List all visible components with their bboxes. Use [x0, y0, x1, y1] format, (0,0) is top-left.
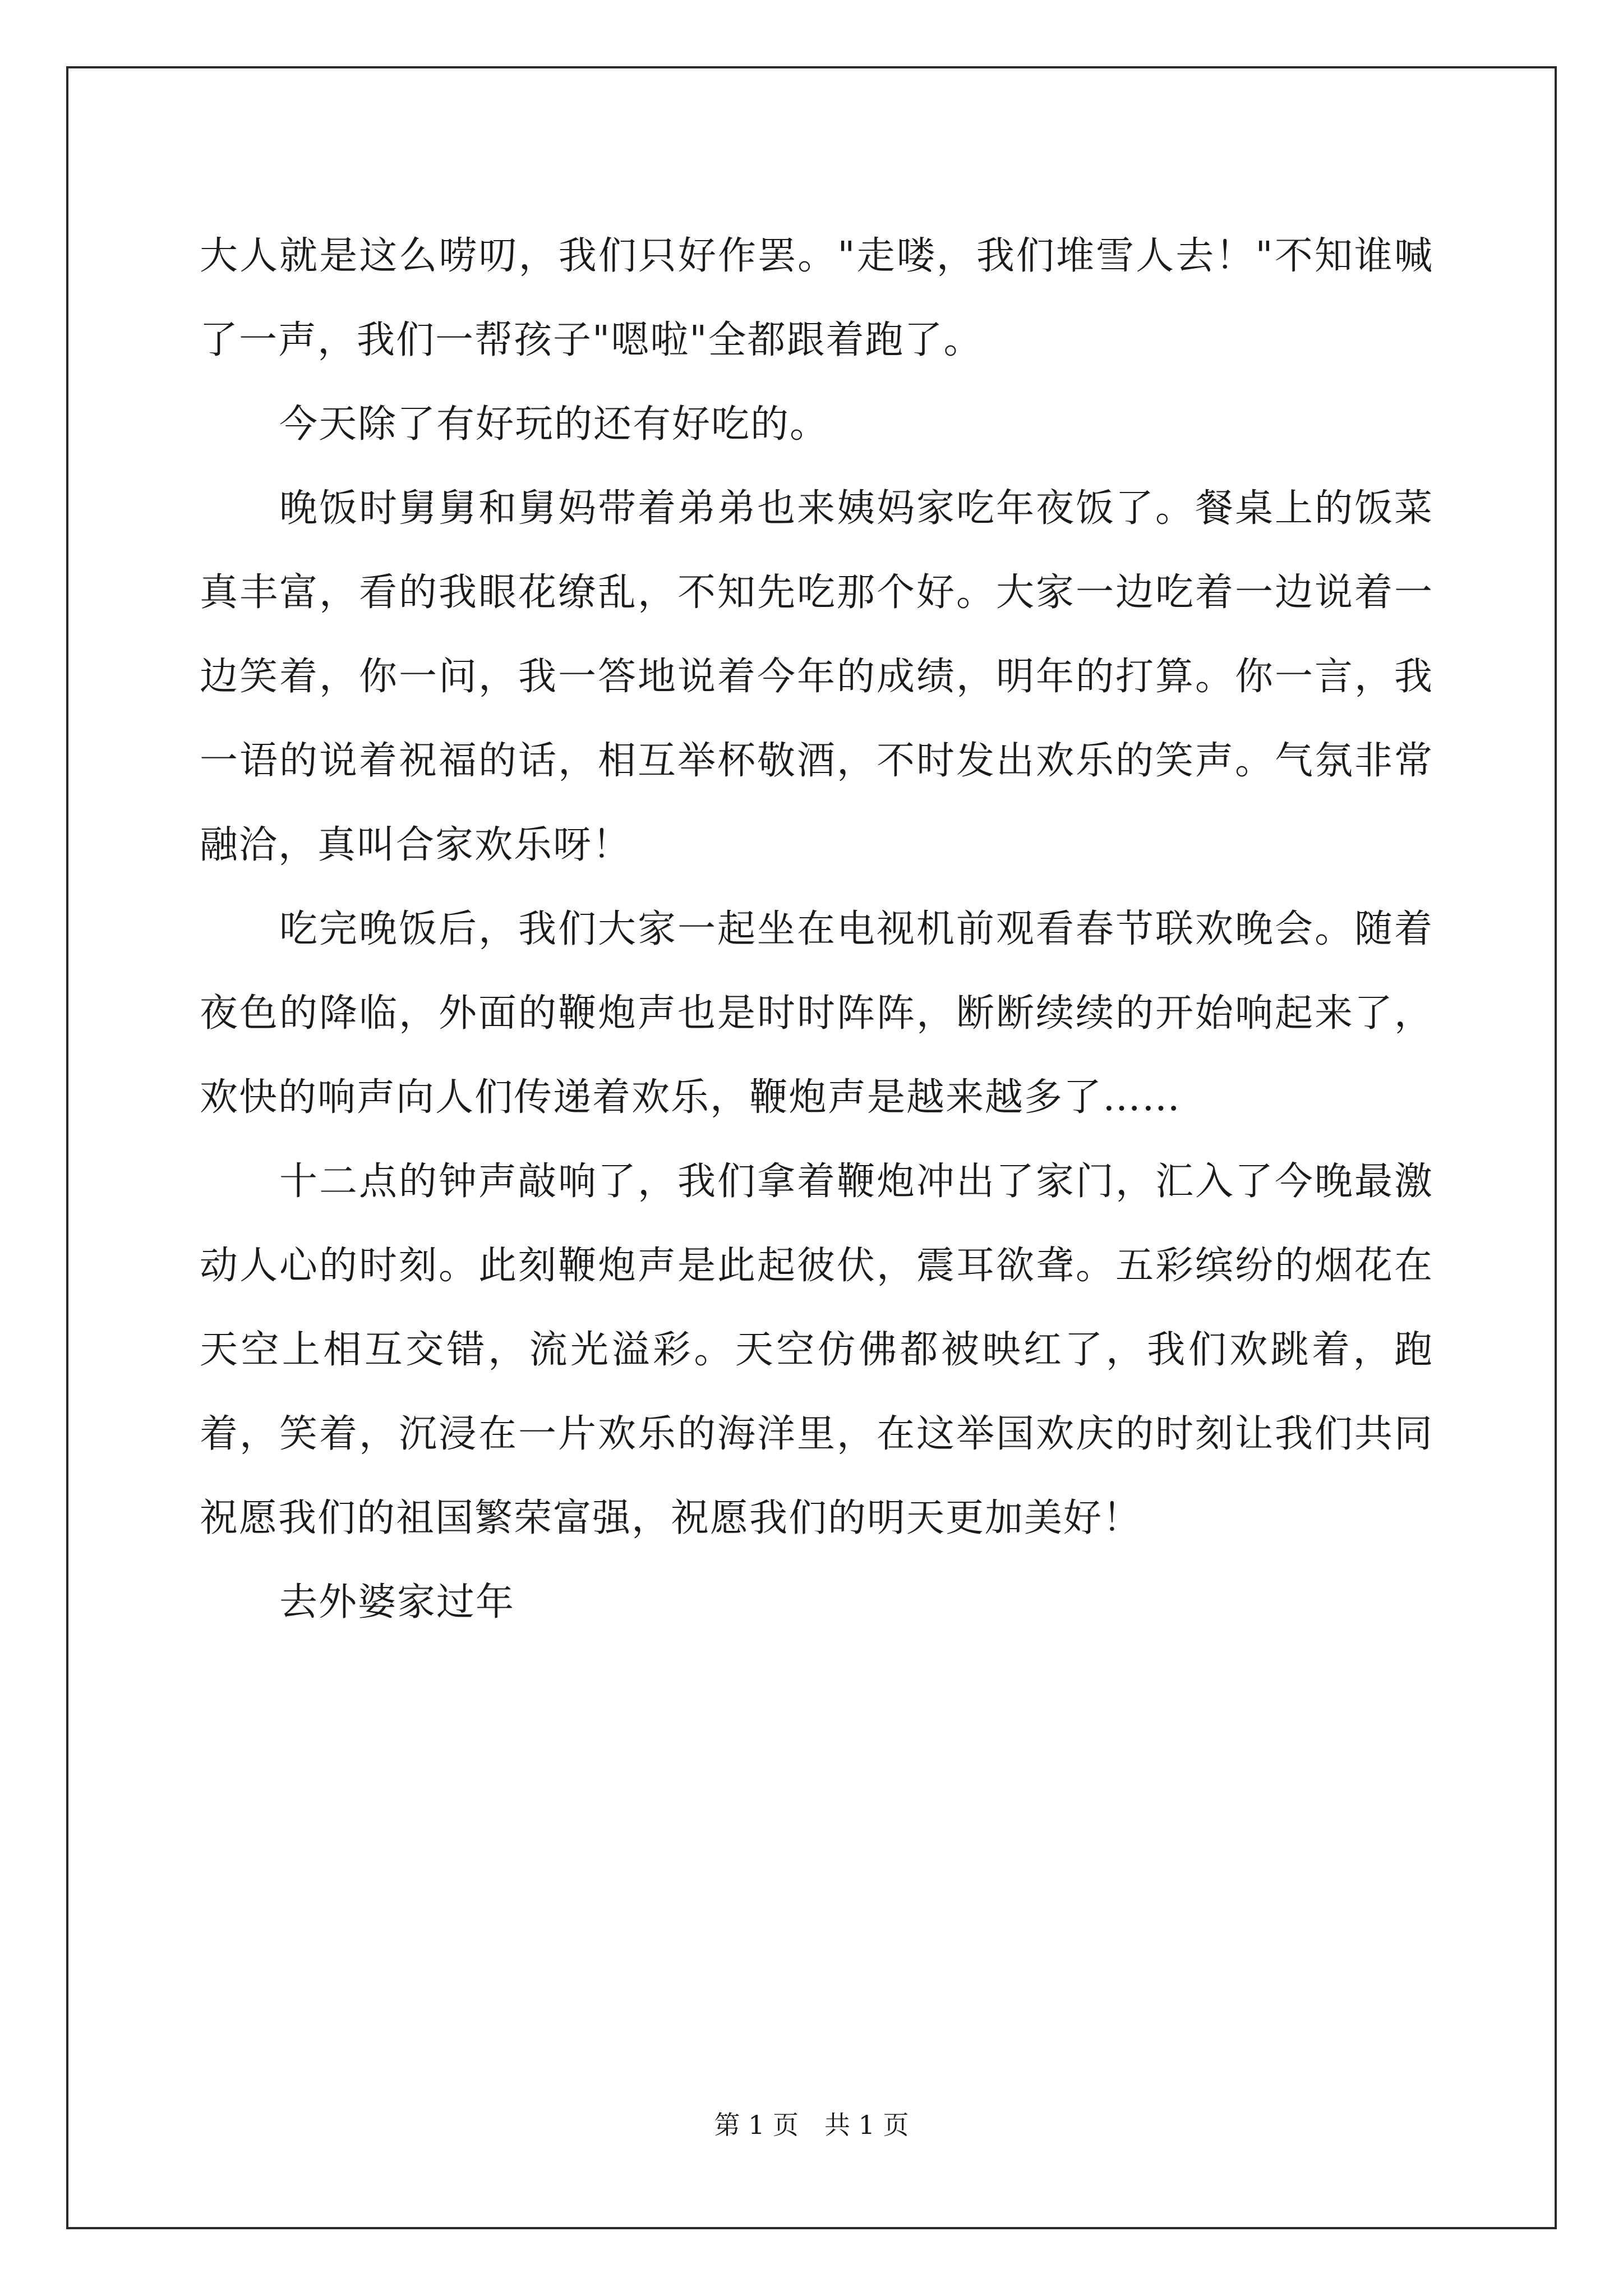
paragraph-2: 今天除了有好玩的还有好吃的。 [279, 402, 829, 447]
paragraph-5: 十二点的钟声敲响了，我们拿着鞭炮冲出了家门，汇入了今晚最激动人心的时刻。此刻鞭炮声是此起彼伏，震耳欲聋。五彩缤纷的烟花在天空上相互交错，流光溢彩。天空仿佛都被映红了，我们欢跳着，跑着，笑着，沉浸在一片欢乐的海洋里，在这举国欢庆的时刻让我们共同祝愿我们的祖国繁荣富强，祝愿我们的明天更加美好！ [200, 1159, 1433, 1540]
page-footer [0, 2105, 1623, 2142]
paragraph-1: 大人就是这么唠叨，我们只好作罢。"走喽，我们堆雪人去！"不知谁喊了一声，我们一帮孩子"嗯啦"全都跟着跑了。 [200, 234, 1433, 362]
paragraph-3: 晚饭时舅舅和舅妈带着弟弟也来姨妈家吃年夜饭了。餐桌上的饭菜真丰富，看的我眼花缭乱，不知先吃那个好。大家一边吃着一边说着一边笑着，你一问，我一答地说着今年的成绩，明年的打算。你一言，我一语的说着祝福的话，相互举杯敬酒，不时发出欢乐的笑声。气氛非常融洽，真叫合家欢乐呀！ [200, 486, 1433, 867]
page-total: 共 1 页 [824, 2110, 909, 2140]
section-heading: 去外婆家过年 [279, 1580, 515, 1625]
page-number: 第 1 页 [714, 2110, 799, 2140]
paragraph-4: 吃完晚饭后，我们大家一起坐在电视机前观看春节联欢晚会。随着夜色的降临，外面的鞭炮声也是时时阵阵，断断续续的开始响起来了，欢快的响声向人们传递着欢乐，鞭炮声是越来越多了…… [200, 907, 1433, 1120]
document-body [200, 214, 1433, 1645]
